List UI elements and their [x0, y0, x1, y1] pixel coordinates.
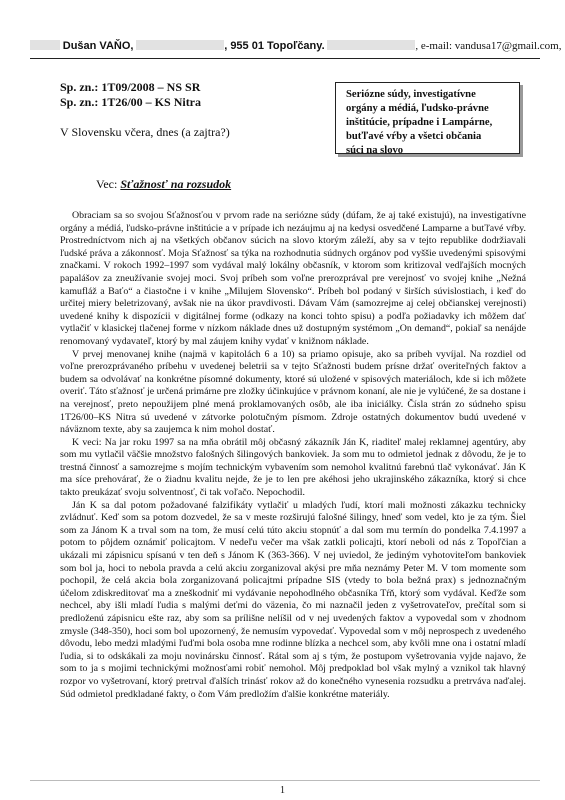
recipient-line: buťľavé vŕby a všetci občania — [346, 131, 482, 142]
recipient-line: súci na slovo — [346, 145, 404, 156]
subtitle: V Slovensku včera, dnes (a zajtra?) — [60, 125, 230, 139]
body-paragraph: Obraciam sa so svojou Sťažnosťou v prvom rade na seriózne súdy (dúfam, že aj také existujú), na investigatívne orgány a médiá, ľudsko-právne inštitúcie a v prípade ich nezáujmu aj na kedysi osvedčené Lamparne a buťľavé vŕby. Prostredníctvom nich aj na všetkých občanov súcich na slovo ktorým záleží, aby sa v tejto republike dodržiavali ľudské práva a zákonnosť. Moja Sťažnosť sa týka na rozhodnutia súdnych orgánov pod vyššie uvedenými spisovými značkami. V rokoch 1992–1997 som vydával malý lokálny občasník, v ktorom som kritizoval vedľajších mocných papalášov za zneužívanie svojej moci. Svoj príbeh som voľne prerozprával pre verejnosť vo svojej knihe „Nežná kamufláž a Baťo“ a čiastočne i v knihe „Milujem Slovensko“. Príbeh bol podaný v širších súvislostiach, i keď do určitej miery beletrizovaný, avšak nie na úkor pravdivosti. Dávam Vám (samozrejme aj celej občianskej verejnosti) uvedené knihy k dispozícii v digitálnej forme (odkazy na konci tohto spisu) a podľa požiadavky ich môžem dať vytlačiť v klasickej tlačenej forme v nízkom náklade dnes už dostupným systémom „On demand“, pokiaľ sa nenájde renomovaný vydavateľ, ktorý by mal záujem knihy vydať v knižnom náklade. — [60, 210, 526, 347]
header-rule — [30, 58, 540, 59]
body-paragraph: Ján K sa dal potom požadované falzifikáty vytlačiť u mladých ľudí, ktorí mali možnosti zákazku technicky zvládnuť. Keď som sa potom dozvedel, že sa v meste rozširujú falošné šilingy, hneď som vedel, kto je za tým. Šiel som za Jánom K a trval som na tom, že musí celú túto akciu stopnúť a dal som mu termín do pondelka 7.4.1997 a potom to pôjdem oznámiť policajtom. V nedeľu večer ma však zatkli policajti, ktorí neboli od nás z Topoľčian a ukázali mi zápisnicu spísanú v ten deň s Jánom K (363-366). V nej uviedol, že jediným vyhotoviteľom bankoviek som bol ja, hoci to nebola pravda a celú akciu zorganizoval akýsi pre mňa neznámy Peter M. V tom momente som pochopil, že celá akcia bola zorganizovaná policajtmi prípadne SIS (vtedy to bola bežná prax) s jednoznačným účelom zdiskreditovať ma a zneškodniť mi vydávanie nepohodlného občasníka Tŕň, ktorý som vydával. Keďže som nechcel, aby išli mladí ľudia s malými deťmi do väzenia, čo mi naznačil jeden z vyšetrovateľov, prečítal som si predloženú zápisnicu ešte raz, aby som sa prílišne nelíšil od v nej uvedených faktov a vypovedal som v zhodnom zmysle (348-350), hoci som bol upozornený, že nemusím vypovedať. Vypovedal som v môj neprospech z uvedeného dôvodu, lebo medzi mladými ľuďmi bola osoba mne rodinne blízka a nechcel som, aby kvôli mne ona i ostatní mladí ľudia, si to odskákali za moju novinársku činnosť. Rátal som aj s tým, že postupom vyšetrovania vyjde najavo, že som to ja s mojimi technickými možnosťami robiť nemohol. Môj predpoklad bol však mylný a vznikol tak hlavný rozpor vo vyšetrovaní, ktorý pretrval ďalších trinásť rokov až do konečného vynesenia rozsudku a pretrváva naďalej. Súd odmietol predkladané fakty, o čom Vám predložím ďalšie konkrétne materiály. — [60, 499, 526, 700]
reference-1: Sp. zn.: 1T09/2008 – NS SR — [60, 80, 201, 94]
body-paragraph: V prvej menovanej knihe (najmä v kapitolách 6 a 10) sa priamo opisuje, ako sa príbeh vyvíjal. Na rozdiel od voľne prerozprávaného príbehu v uvedenej beletrii sa v tejto Sťažnosti budem prísne držať overiteľných faktov a budem sa odvolávať na konkrétne písomné dokumenty, ktoré sú uložené v spisových materiáloch, kde si ich môžete overiť. Táto sťažnosť je určená primárne pre zložky účinkujúce v právnom konaní, ale nie je vylúčené, že sa dostane i na verejnosť, preto nepoužijem plné mená proklamovaných osôb, ale iba iniciálky. Čísla strán zo súdneho spisu 1T26/00–KS Nitra sú uvedené v zátvorke polotučným písmom. Zdroje ostatných dokumentov budú uvedené v náväznom texte, aby sa zaujemca k nim mohol dostať. — [60, 348, 527, 436]
footer-rule — [30, 780, 540, 781]
letter-body — [60, 210, 526, 701]
page-number: 1 — [280, 785, 285, 796]
body-paragraph: K veci: Na jar roku 1997 sa na mňa obrátil môj občasný zákazník Ján K, riaditeľ malej reklamnej agentúry, aby som mu vytlačil väčšie množstvo falošných šilingových bankoviek. Ja som mu to odmietol jednak z dôvodu, že je to trestná činnosť a samozrejme s mojím technickým vybavením som nemohol kvalitnú farebnú tlač vykonávať. Ján K ma síce prehovárať, že o žiadnu kvalitu nejde, že je to len pre akéhosi jeho ukrajinského zákazníka, ktorý si chce takto preukázať svoju solventnosť, či tak voľačo. Nepochodil. — [60, 436, 526, 499]
recipient-line: inštitúcie, prípadne i Lampárne, — [346, 117, 493, 128]
reference-2: Sp. zn.: 1T26/00 – KS Nitra — [60, 95, 202, 109]
sender-city: , 955 01 Topoľčany. — [224, 40, 325, 52]
redacted-block — [327, 40, 415, 50]
letter-header — [30, 40, 562, 52]
redacted-block — [136, 40, 224, 50]
subject-label: Vec: — [96, 177, 118, 191]
recipient-box — [335, 82, 520, 154]
redacted-block — [30, 40, 60, 50]
sender-name: Dušan VAŇO, — [62, 40, 134, 52]
reference-numbers — [60, 80, 201, 110]
sender-email: , e-mail: vandusa17@gmail.com, — [415, 40, 562, 52]
subject-line — [96, 177, 231, 192]
recipient-line: orgány a médiá, ľudsko-právne — [346, 103, 489, 114]
subject-value: Sťažnosť na rozsudok — [120, 177, 232, 191]
recipient-line: Seriózne súdy, investigatívne — [346, 89, 476, 100]
